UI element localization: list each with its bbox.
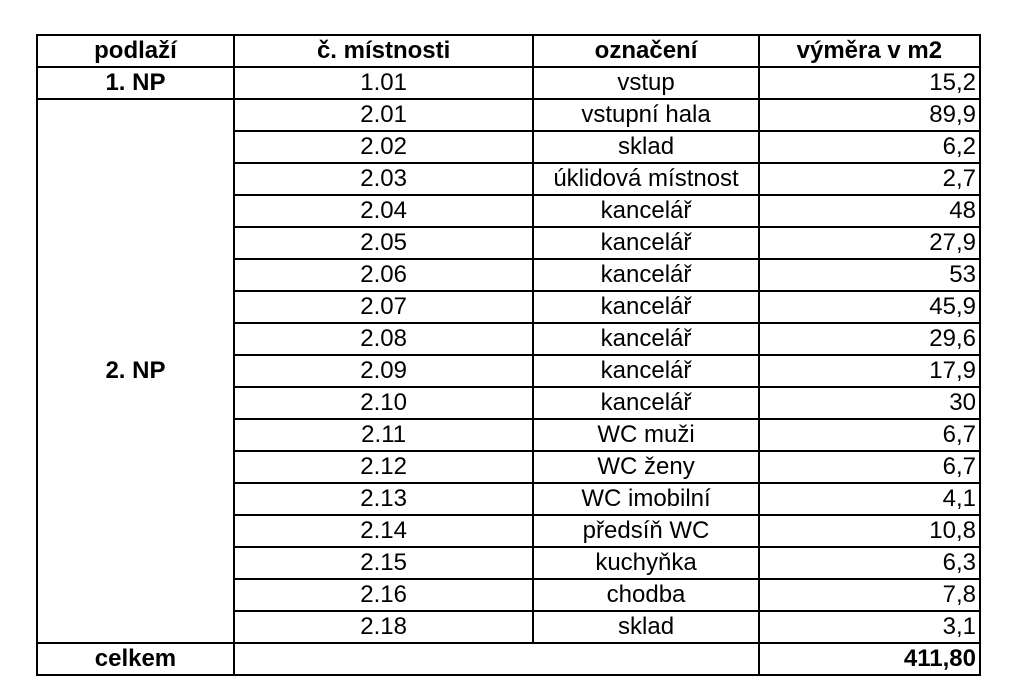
designation-cell: sklad	[533, 131, 758, 163]
area-cell: 7,8	[759, 579, 980, 611]
area-cell: 6,7	[759, 419, 980, 451]
floor-label: 1. NP	[37, 67, 234, 99]
designation-cell: úklidová místnost	[533, 163, 758, 195]
room-area-sheet	[36, 34, 981, 676]
designation-cell: předsíň WC	[533, 515, 758, 547]
total-value: 411,80	[759, 643, 980, 675]
header-area: výměra v m2	[759, 35, 980, 67]
area-cell: 6,2	[759, 131, 980, 163]
room-number-cell: 2.18	[234, 611, 533, 643]
room-number-cell: 2.09	[234, 355, 533, 387]
area-cell: 2,7	[759, 163, 980, 195]
room-number-cell: 2.16	[234, 579, 533, 611]
room-number-cell: 2.13	[234, 483, 533, 515]
area-cell: 53	[759, 259, 980, 291]
room-number-cell: 2.15	[234, 547, 533, 579]
designation-cell: chodba	[533, 579, 758, 611]
designation-cell: WC muži	[533, 419, 758, 451]
designation-cell: kuchyňka	[533, 547, 758, 579]
total-spacer	[234, 643, 759, 675]
room-number-cell: 2.03	[234, 163, 533, 195]
table-body	[37, 67, 980, 643]
designation-cell: kancelář	[533, 227, 758, 259]
table-row	[37, 67, 980, 99]
area-cell: 4,1	[759, 483, 980, 515]
designation-cell: WC ženy	[533, 451, 758, 483]
floor-label: 2. NP	[37, 99, 234, 643]
room-number-cell: 2.07	[234, 291, 533, 323]
area-cell: 89,9	[759, 99, 980, 131]
total-label: celkem	[37, 643, 234, 675]
table-row	[37, 99, 980, 131]
area-cell: 48	[759, 195, 980, 227]
room-number-cell: 2.06	[234, 259, 533, 291]
room-number-cell: 2.14	[234, 515, 533, 547]
area-cell: 15,2	[759, 67, 980, 99]
area-cell: 17,9	[759, 355, 980, 387]
designation-cell: vstup	[533, 67, 758, 99]
designation-cell: kancelář	[533, 291, 758, 323]
header-row	[37, 35, 980, 67]
room-area-table	[36, 34, 981, 676]
room-number-cell: 2.02	[234, 131, 533, 163]
total-row	[37, 643, 980, 675]
room-number-cell: 2.08	[234, 323, 533, 355]
room-number-cell: 1.01	[234, 67, 533, 99]
designation-cell: kancelář	[533, 195, 758, 227]
designation-cell: sklad	[533, 611, 758, 643]
room-number-cell: 2.11	[234, 419, 533, 451]
designation-cell: kancelář	[533, 387, 758, 419]
area-cell: 10,8	[759, 515, 980, 547]
designation-cell: kancelář	[533, 259, 758, 291]
area-cell: 27,9	[759, 227, 980, 259]
room-number-cell: 2.05	[234, 227, 533, 259]
designation-cell: kancelář	[533, 355, 758, 387]
area-cell: 29,6	[759, 323, 980, 355]
room-number-cell: 2.04	[234, 195, 533, 227]
area-cell: 6,7	[759, 451, 980, 483]
room-number-cell: 2.10	[234, 387, 533, 419]
designation-cell: vstupní hala	[533, 99, 758, 131]
room-number-cell: 2.01	[234, 99, 533, 131]
header-designation: označení	[533, 35, 758, 67]
area-cell: 45,9	[759, 291, 980, 323]
area-cell: 3,1	[759, 611, 980, 643]
area-cell: 6,3	[759, 547, 980, 579]
designation-cell: WC imobilní	[533, 483, 758, 515]
designation-cell: kancelář	[533, 323, 758, 355]
header-floor: podlaží	[37, 35, 234, 67]
header-room-number: č. místnosti	[234, 35, 533, 67]
area-cell: 30	[759, 387, 980, 419]
room-number-cell: 2.12	[234, 451, 533, 483]
